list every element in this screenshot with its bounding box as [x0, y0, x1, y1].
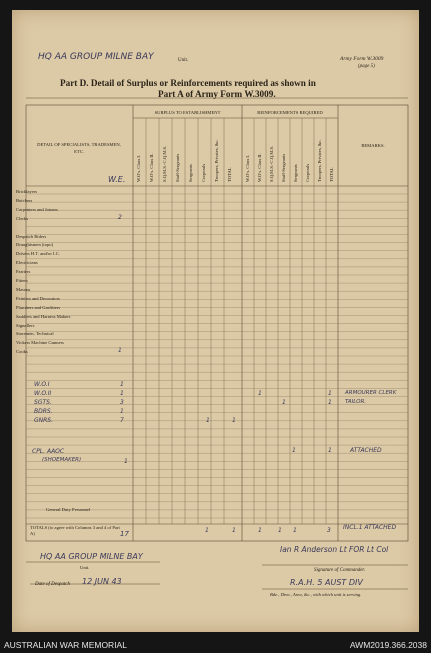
totals-surplus-2: 1: [232, 527, 236, 534]
date-of-despatch-label: Date of Despatch: [35, 582, 70, 587]
totals-remark: INCL.1 ATTACHED: [343, 524, 397, 531]
reinf-rank-header: W.O's. Class I.: [245, 154, 250, 182]
cpl-row-label: CPL. AAOC: [32, 448, 65, 455]
row-label: Vickers Machine Gunners: [16, 340, 64, 346]
surplus-rank-header: TOTAL: [227, 167, 232, 182]
formation-label: Bde., Divn., Area, &c., with which unit is serving.: [270, 592, 362, 597]
surplus-rank-header: Sergeants: [188, 164, 193, 182]
page-reference: (page 5): [358, 64, 375, 69]
form-title-line1: Part D. Detail of Surplus or Reinforcements required as shown in: [60, 78, 316, 88]
caption-bar: [0, 636, 431, 653]
cpl-row-label2: (SHOEMAKER): [42, 457, 82, 463]
row-label: Farriers: [16, 269, 31, 275]
hand-row-remark: TAILOR.: [345, 399, 367, 405]
row-label: Clerks: [16, 215, 28, 221]
reinf-rank-header: S.Q.M.S.-C.Q.M.S.: [269, 145, 274, 182]
reinf-rank-header: Sergeants: [293, 164, 298, 182]
signature-label: Signature of Commander.: [314, 568, 366, 573]
surplus-rank-header: Staff-Sergeants: [175, 153, 180, 182]
hand-row-surplus-total: 1: [232, 417, 236, 424]
reinforcements-header: REINFORCEMENTS REQUIRED: [257, 110, 323, 115]
cpl-row-reinf-total: 1: [328, 447, 332, 454]
caption-left: AUSTRALIAN WAR MEMORIAL: [4, 640, 127, 650]
formation-handwritten: R.A.H. 5 AUST DIV: [290, 578, 363, 587]
row-label: Butchers: [16, 197, 33, 203]
hand-row-remark: ARMOURER CLERK: [345, 390, 397, 396]
totals-reinf-3: 1: [293, 527, 297, 534]
row-we-value: 1: [118, 347, 122, 355]
row-label: Saddlers and Harness Makers: [16, 313, 71, 319]
row-label: Signallers: [16, 322, 35, 328]
surplus-rank-header: W.O's. Class I.: [136, 154, 141, 182]
row-label: Fitters: [16, 278, 28, 283]
footer-unit-handwritten: HQ AA GROUP MILNE BAY: [40, 552, 143, 561]
row-label: Draughtsmen (topo): [16, 242, 54, 248]
reinf-rank-header: Staff-Sergeants: [281, 153, 286, 182]
row-label: Despatch Riders: [16, 233, 47, 239]
hand-row-we: 1: [120, 381, 124, 388]
hand-row-reinf-total: 1: [328, 390, 332, 397]
row-label: Painters and Decorators: [16, 295, 60, 301]
row-label: Drivers H.T. and/or I.C.: [16, 251, 60, 257]
hand-row-we: 1: [120, 408, 124, 415]
remarks-header: REMARKS.: [361, 143, 385, 148]
form-reference: Army Form W.3009: [340, 56, 384, 62]
totals-reinf-2: 1: [278, 527, 282, 534]
surplus-rank-header: Troopers, Privates, &c.: [214, 139, 219, 182]
form-title-line2: Part A of Army Form W.3009.: [158, 89, 276, 99]
hand-row-label: W.O.II: [34, 390, 52, 397]
row-label: Carpenters and Joiners: [16, 206, 58, 212]
surplus-rank-header: Corporals: [201, 163, 206, 182]
row-label: Electricians: [16, 260, 38, 266]
totals-label: TOTALS (to agree with Columns 3 and 4 of Part A): [30, 525, 120, 536]
date-of-despatch-value: 12 JUN 43: [82, 577, 122, 586]
totals-reinf-1: 1: [258, 527, 262, 534]
general-duty-label: General Duty Personnel: [46, 507, 91, 512]
reinf-rank-header: W.O's. Class II.: [257, 153, 262, 182]
hand-row-we: 1: [120, 390, 124, 397]
totals-reinf-4: 3: [327, 527, 331, 534]
hand-row-we: 7: [120, 417, 124, 424]
hand-row-reinf-wo1: 1: [258, 390, 262, 397]
reinf-rank-header: Troopers, Privates, &c.: [317, 139, 322, 182]
surplus-rank-header: S.Q.M.S.-C.Q.M.S.: [162, 145, 167, 182]
hand-row-reinf-cqms: 1: [282, 399, 286, 406]
surplus-header: SURPLUS TO ESTABLISHMENT: [154, 110, 221, 115]
commander-signature: Ian R Anderson Lt FOR Lt Col: [280, 545, 389, 554]
row-label: Storemen, Technical: [16, 331, 54, 337]
unit-name-handwritten: HQ AA GROUP MILNE BAY: [38, 52, 154, 62]
hand-row-we: 3: [120, 399, 124, 406]
caption-right: AWM2019.366.2038: [349, 640, 427, 650]
cpl-row-remark: ATTACHED: [350, 447, 382, 454]
hand-row-label: GNRS.: [34, 417, 54, 424]
specialists-column-header: DETAIL OF SPECIALISTS, TRADESMEN, ETC.: [37, 142, 121, 154]
hand-row-label: W.O.I: [34, 381, 50, 388]
we-label: W.E.: [108, 175, 126, 184]
row-label: Cooks: [16, 349, 28, 355]
row-we-value: 2: [118, 213, 122, 221]
unit-label: Unit.: [178, 58, 189, 63]
footer-unit-label: Unit.: [80, 565, 90, 570]
hand-row-reinf-total: 1: [328, 399, 332, 406]
totals-surplus-1: 1: [205, 527, 209, 534]
surplus-rank-header: W.O's. Class II.: [149, 153, 154, 182]
cpl-row-reinf-sgts: 1: [292, 447, 296, 454]
row-label: Masons: [16, 286, 31, 292]
row-label: Bricklayers: [16, 189, 38, 194]
totals-we: 17: [120, 530, 129, 538]
reinf-rank-header: TOTAL: [329, 167, 334, 182]
row-label: Plumbers and Gasfitters: [16, 304, 61, 310]
hand-row-label: SGTS.: [34, 399, 52, 406]
hand-row-surplus-pte: 1: [206, 417, 210, 424]
hand-row-label: BDRS.: [34, 408, 53, 415]
cpl-row-we: 1: [124, 458, 128, 465]
reinf-rank-header: Corporals: [305, 163, 310, 182]
